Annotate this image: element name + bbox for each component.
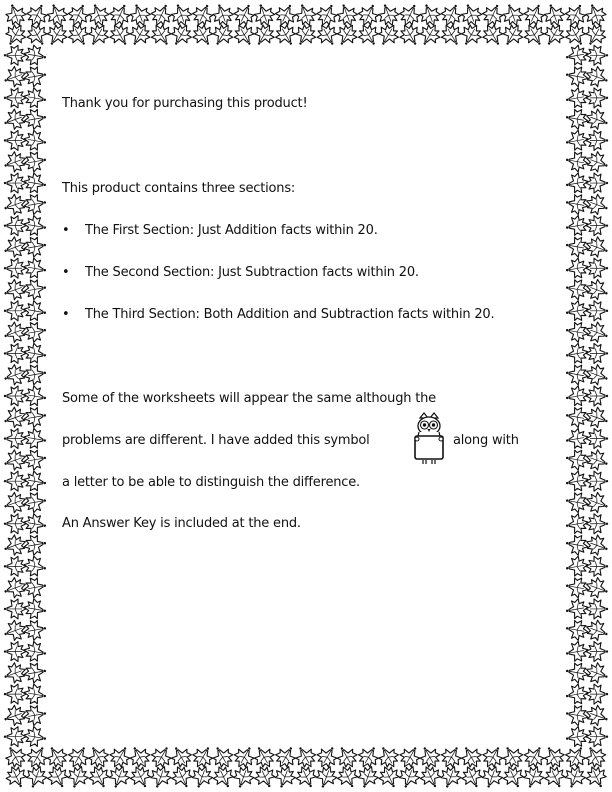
sections-intro-text: This product contains three sections: <box>62 181 296 196</box>
section-1-text: The First Section: Just Addition facts within 20. <box>85 223 378 238</box>
paragraph-line-1: Some of the worksheets will appear the same although the <box>62 391 436 406</box>
paragraph-line-3: a letter to be able to distinguish the difference. <box>62 475 360 490</box>
paragraph-line-2-before: problems are different. I have added this symbol <box>62 433 370 448</box>
bullet-icon: • <box>62 223 70 238</box>
section-2-text: The Second Section: Just Subtraction facts within 20. <box>85 265 419 280</box>
owl-holding-sign-icon <box>410 412 448 466</box>
bullet-icon: • <box>62 265 70 280</box>
answer-key-text: An Answer Key is included at the end. <box>62 516 301 531</box>
bullet-icon: • <box>62 307 70 322</box>
paragraph-line-2-after: along with <box>453 433 519 448</box>
thank-you-text: Thank you for purchasing this product! <box>62 96 308 111</box>
section-3-text: The Third Section: Both Addition and Subtraction facts within 20. <box>85 307 495 322</box>
